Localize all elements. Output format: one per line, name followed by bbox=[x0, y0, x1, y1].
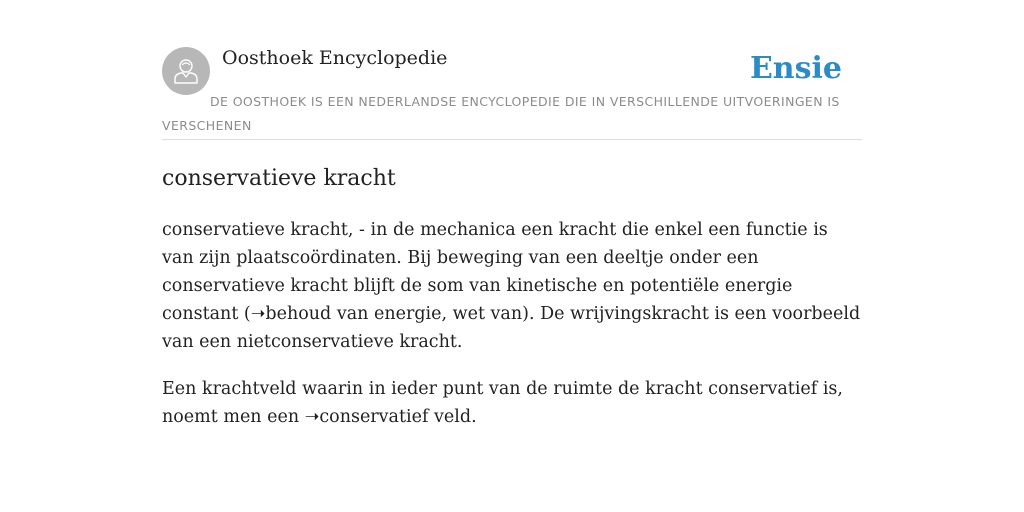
paragraph-text: . bbox=[471, 407, 477, 427]
arrow-right-icon: ➝ bbox=[250, 304, 266, 324]
source-avatar[interactable] bbox=[162, 47, 210, 95]
article-container bbox=[162, 46, 862, 431]
user-icon bbox=[171, 56, 201, 86]
entry-title: conservatieve kracht bbox=[162, 166, 396, 191]
cross-reference-link[interactable] bbox=[251, 304, 522, 324]
cross-reference-link[interactable] bbox=[305, 407, 471, 427]
brand-logo[interactable]: Ensie bbox=[749, 51, 842, 86]
source-description: DE OOSTHOEK IS EEN NEDERLANDSE ENCYCLOPEDIE DIE IN VERSCHILLENDE UITVOERINGEN IS VERSCHENEN bbox=[162, 94, 840, 133]
arrow-right-icon: ➝ bbox=[304, 407, 320, 427]
source-header bbox=[162, 46, 862, 140]
paragraph-text: ). De wrijvingskracht is een voorbeeld van een nietconservatieve kracht. bbox=[162, 304, 861, 352]
cross-reference-text: behoud van energie, wet van bbox=[265, 304, 523, 324]
cross-reference-text: conservatief veld bbox=[319, 407, 472, 427]
paragraph-text: Een krachtveld waarin in ieder punt van de ruimte de kracht conservatief is, noemt men een bbox=[162, 379, 843, 427]
paragraph-text: conservatieve kracht, - in de mechanica een kracht die enkel een functie is van zijn plaatscoördinaten. Bij beweging van een deeltje onder een conservatieve kracht blijft de som van kinetische en potentiële energie constant ( bbox=[162, 220, 828, 324]
entry-paragraph-1 bbox=[162, 216, 862, 356]
source-title[interactable]: Oosthoek Encyclopedie bbox=[222, 47, 448, 69]
entry-paragraph-2 bbox=[162, 375, 862, 431]
